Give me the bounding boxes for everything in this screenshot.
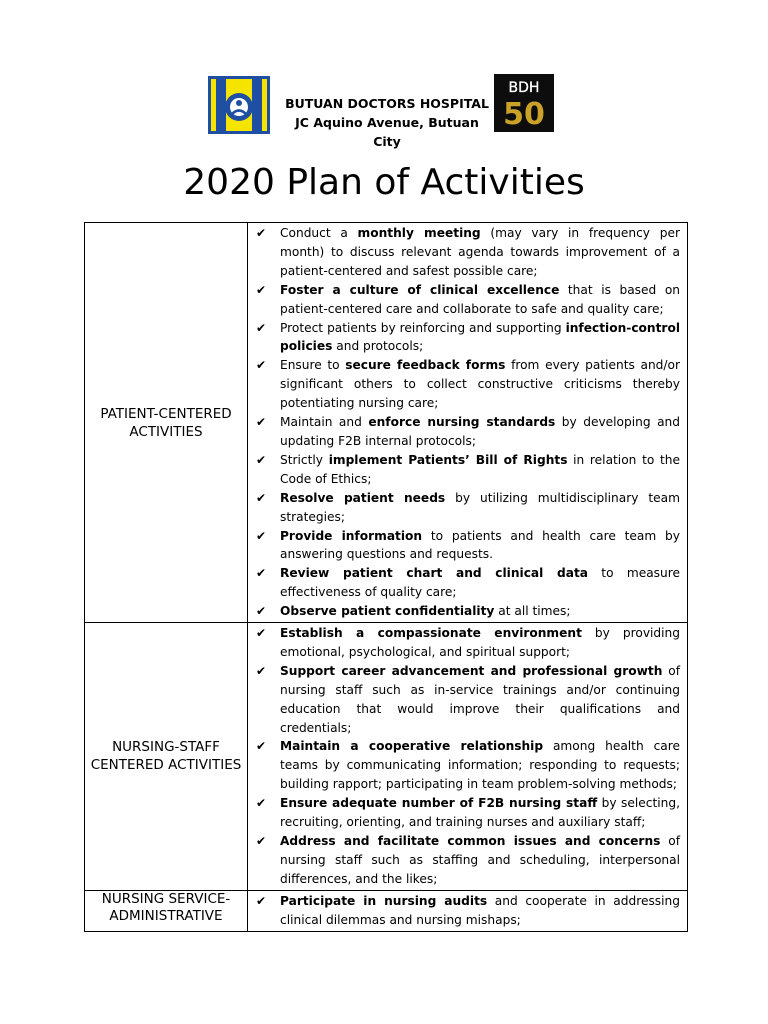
checkmark-icon: ✔	[256, 282, 267, 297]
checkmark-icon: ✔	[256, 358, 267, 373]
list-item	[254, 892, 680, 930]
header	[0, 72, 768, 149]
checkmark-icon: ✔	[256, 626, 267, 641]
logo-bdh-text: BDH	[508, 80, 540, 96]
activity-text-bold: Foster a culture of clinical excellence	[280, 282, 560, 297]
activity-text	[280, 794, 680, 832]
activity-text-run: by utilizing multidisciplinary team strategies;	[280, 490, 680, 524]
checkmark-icon: ✔	[256, 415, 267, 430]
checkmark-icon: ✔	[256, 528, 267, 543]
activity-text-bold: Participate in nursing audits	[280, 893, 488, 908]
list-item	[254, 662, 680, 738]
activity-text-run: by providing emotional, psychological, and spiritual support;	[280, 626, 680, 659]
activity-text-run: to measure effectiveness of quality care;	[280, 566, 680, 600]
list-item	[254, 794, 680, 832]
category-label: NURSING SERVICE-ADMINISTRATIVE	[85, 891, 248, 931]
activity-text-run: at all times;	[494, 604, 571, 619]
activity-text-run: and cooperate in addressing clinical dilemmas and nursing mishaps;	[280, 893, 680, 927]
activity-text	[280, 413, 680, 451]
activity-text-run: by selecting, recruiting, orienting, and training nurses and auxiliary staff;	[280, 796, 680, 830]
activity-text-run: (may vary in frequency per month) to discuss relevant agenda towards improvement of a patient-centered and safest possible care;	[280, 226, 680, 278]
activity-text	[280, 602, 680, 621]
list-item	[254, 489, 680, 527]
checkmark-icon: ✔	[256, 739, 267, 754]
activity-text-run: from every patients and/or significant others to collect constructive criticisms thereby potentiating nursing care;	[280, 358, 680, 411]
checkmark-icon: ✔	[256, 796, 267, 811]
checkmark-icon: ✔	[256, 226, 267, 240]
category-label: NURSING-STAFF CENTERED ACTIVITIES	[85, 623, 248, 890]
list-item	[254, 737, 680, 794]
activity-text	[280, 281, 680, 319]
hospital-address: JC Aquino Avenue, Butuan City	[295, 115, 479, 149]
activity-text-bold: Maintain a cooperative relationship	[280, 739, 544, 754]
checkmark-icon: ✔	[256, 604, 267, 619]
list-item	[254, 451, 680, 489]
activity-text-run: and protocols;	[332, 339, 424, 354]
list-item	[254, 224, 680, 281]
checkmark-icon: ✔	[256, 452, 267, 467]
activity-text-run: by developing and updating F2B internal protocols;	[280, 415, 680, 448]
activity-text-bold: Address and facilitate common issues and concerns	[280, 834, 661, 848]
checkmark-icon: ✔	[256, 566, 267, 581]
list-item	[254, 564, 680, 602]
list-item	[254, 356, 680, 413]
activity-text-bold: Provide information	[280, 528, 423, 543]
list-item	[254, 413, 680, 451]
activity-text	[280, 451, 680, 489]
activity-text-run: Maintain and	[280, 415, 369, 430]
activities-table	[84, 222, 688, 932]
activity-text	[280, 224, 680, 281]
activity-list	[248, 623, 687, 890]
activity-text-run: Conduct a	[280, 226, 358, 240]
activity-text	[280, 737, 680, 794]
activity-text	[280, 892, 680, 930]
activity-text-run: to patients and health care team by answering questions and requests.	[280, 528, 680, 562]
activity-list	[248, 891, 687, 931]
activity-text-run: among health care teams by communicating information; responding to requests; building rapport; participating in team problem-solving methods;	[280, 739, 680, 792]
activity-text-bold: infection-control policies	[280, 320, 680, 354]
logo-50-text: 50	[503, 97, 545, 132]
activity-text-bold: enforce nursing standards	[368, 415, 556, 430]
activity-text-run: Protect patients by reinforcing and supporting	[280, 320, 566, 335]
activity-text-bold: Resolve patient needs	[280, 490, 446, 505]
checkmark-icon: ✔	[256, 893, 267, 908]
section-row	[85, 223, 687, 622]
activity-text-run: of nursing staff such as staffing and scheduling, interpersonal differences, and the likes;	[280, 834, 681, 886]
activity-text-run: Strictly	[280, 452, 329, 467]
activity-text-run: in relation to the Code of Ethics;	[280, 452, 680, 486]
activity-list	[248, 223, 687, 622]
checkmark-icon: ✔	[256, 490, 267, 505]
activity-text-run: that is based on patient-centered care and collaborate to safe and quality care;	[280, 282, 680, 316]
list-item	[254, 281, 680, 319]
activity-text-bold: implement Patients’ Bill of Rights	[328, 452, 568, 467]
activity-text	[280, 662, 680, 738]
section-row	[85, 890, 687, 931]
activity-text-bold: Ensure adequate number of F2B nursing staff	[280, 796, 598, 811]
list-item	[254, 624, 680, 662]
activity-text-bold: secure feedback forms	[345, 358, 506, 373]
checkmark-icon: ✔	[256, 320, 267, 335]
list-item	[254, 527, 680, 565]
activity-text	[280, 356, 680, 413]
checkmark-icon: ✔	[256, 834, 267, 848]
activity-text	[280, 564, 680, 602]
activity-text-run: Ensure to	[280, 358, 346, 373]
bdh-50-logo	[494, 74, 554, 132]
hospital-info	[282, 94, 492, 151]
hospital-name: BUTUAN DOCTORS HOSPITAL	[285, 96, 489, 111]
activity-text-bold: monthly meeting	[357, 226, 481, 240]
activity-text	[280, 527, 680, 565]
activity-text	[280, 832, 680, 889]
list-item	[254, 832, 680, 889]
activity-text	[280, 489, 680, 527]
activity-text-bold: Observe patient confidentiality	[280, 604, 495, 619]
activity-text-bold: Support career advancement and professional growth	[280, 663, 663, 678]
section-row	[85, 622, 687, 890]
activity-text	[280, 319, 680, 357]
hospital-logo-left	[208, 76, 270, 134]
category-label: PATIENT-CENTERED ACTIVITIES	[85, 223, 248, 622]
list-item	[254, 319, 680, 357]
activity-text-bold: Review patient chart and clinical data	[280, 566, 588, 581]
activity-text	[280, 624, 680, 662]
list-item	[254, 602, 680, 621]
activity-text-run: of nursing staff such as in-service trainings and/or continuing education that would improve their qualifications and credentials;	[280, 663, 680, 735]
page-title: 2020 Plan of Activities	[183, 162, 585, 203]
activity-text-bold: Establish a compassionate environment	[280, 626, 582, 641]
checkmark-icon: ✔	[256, 663, 267, 678]
